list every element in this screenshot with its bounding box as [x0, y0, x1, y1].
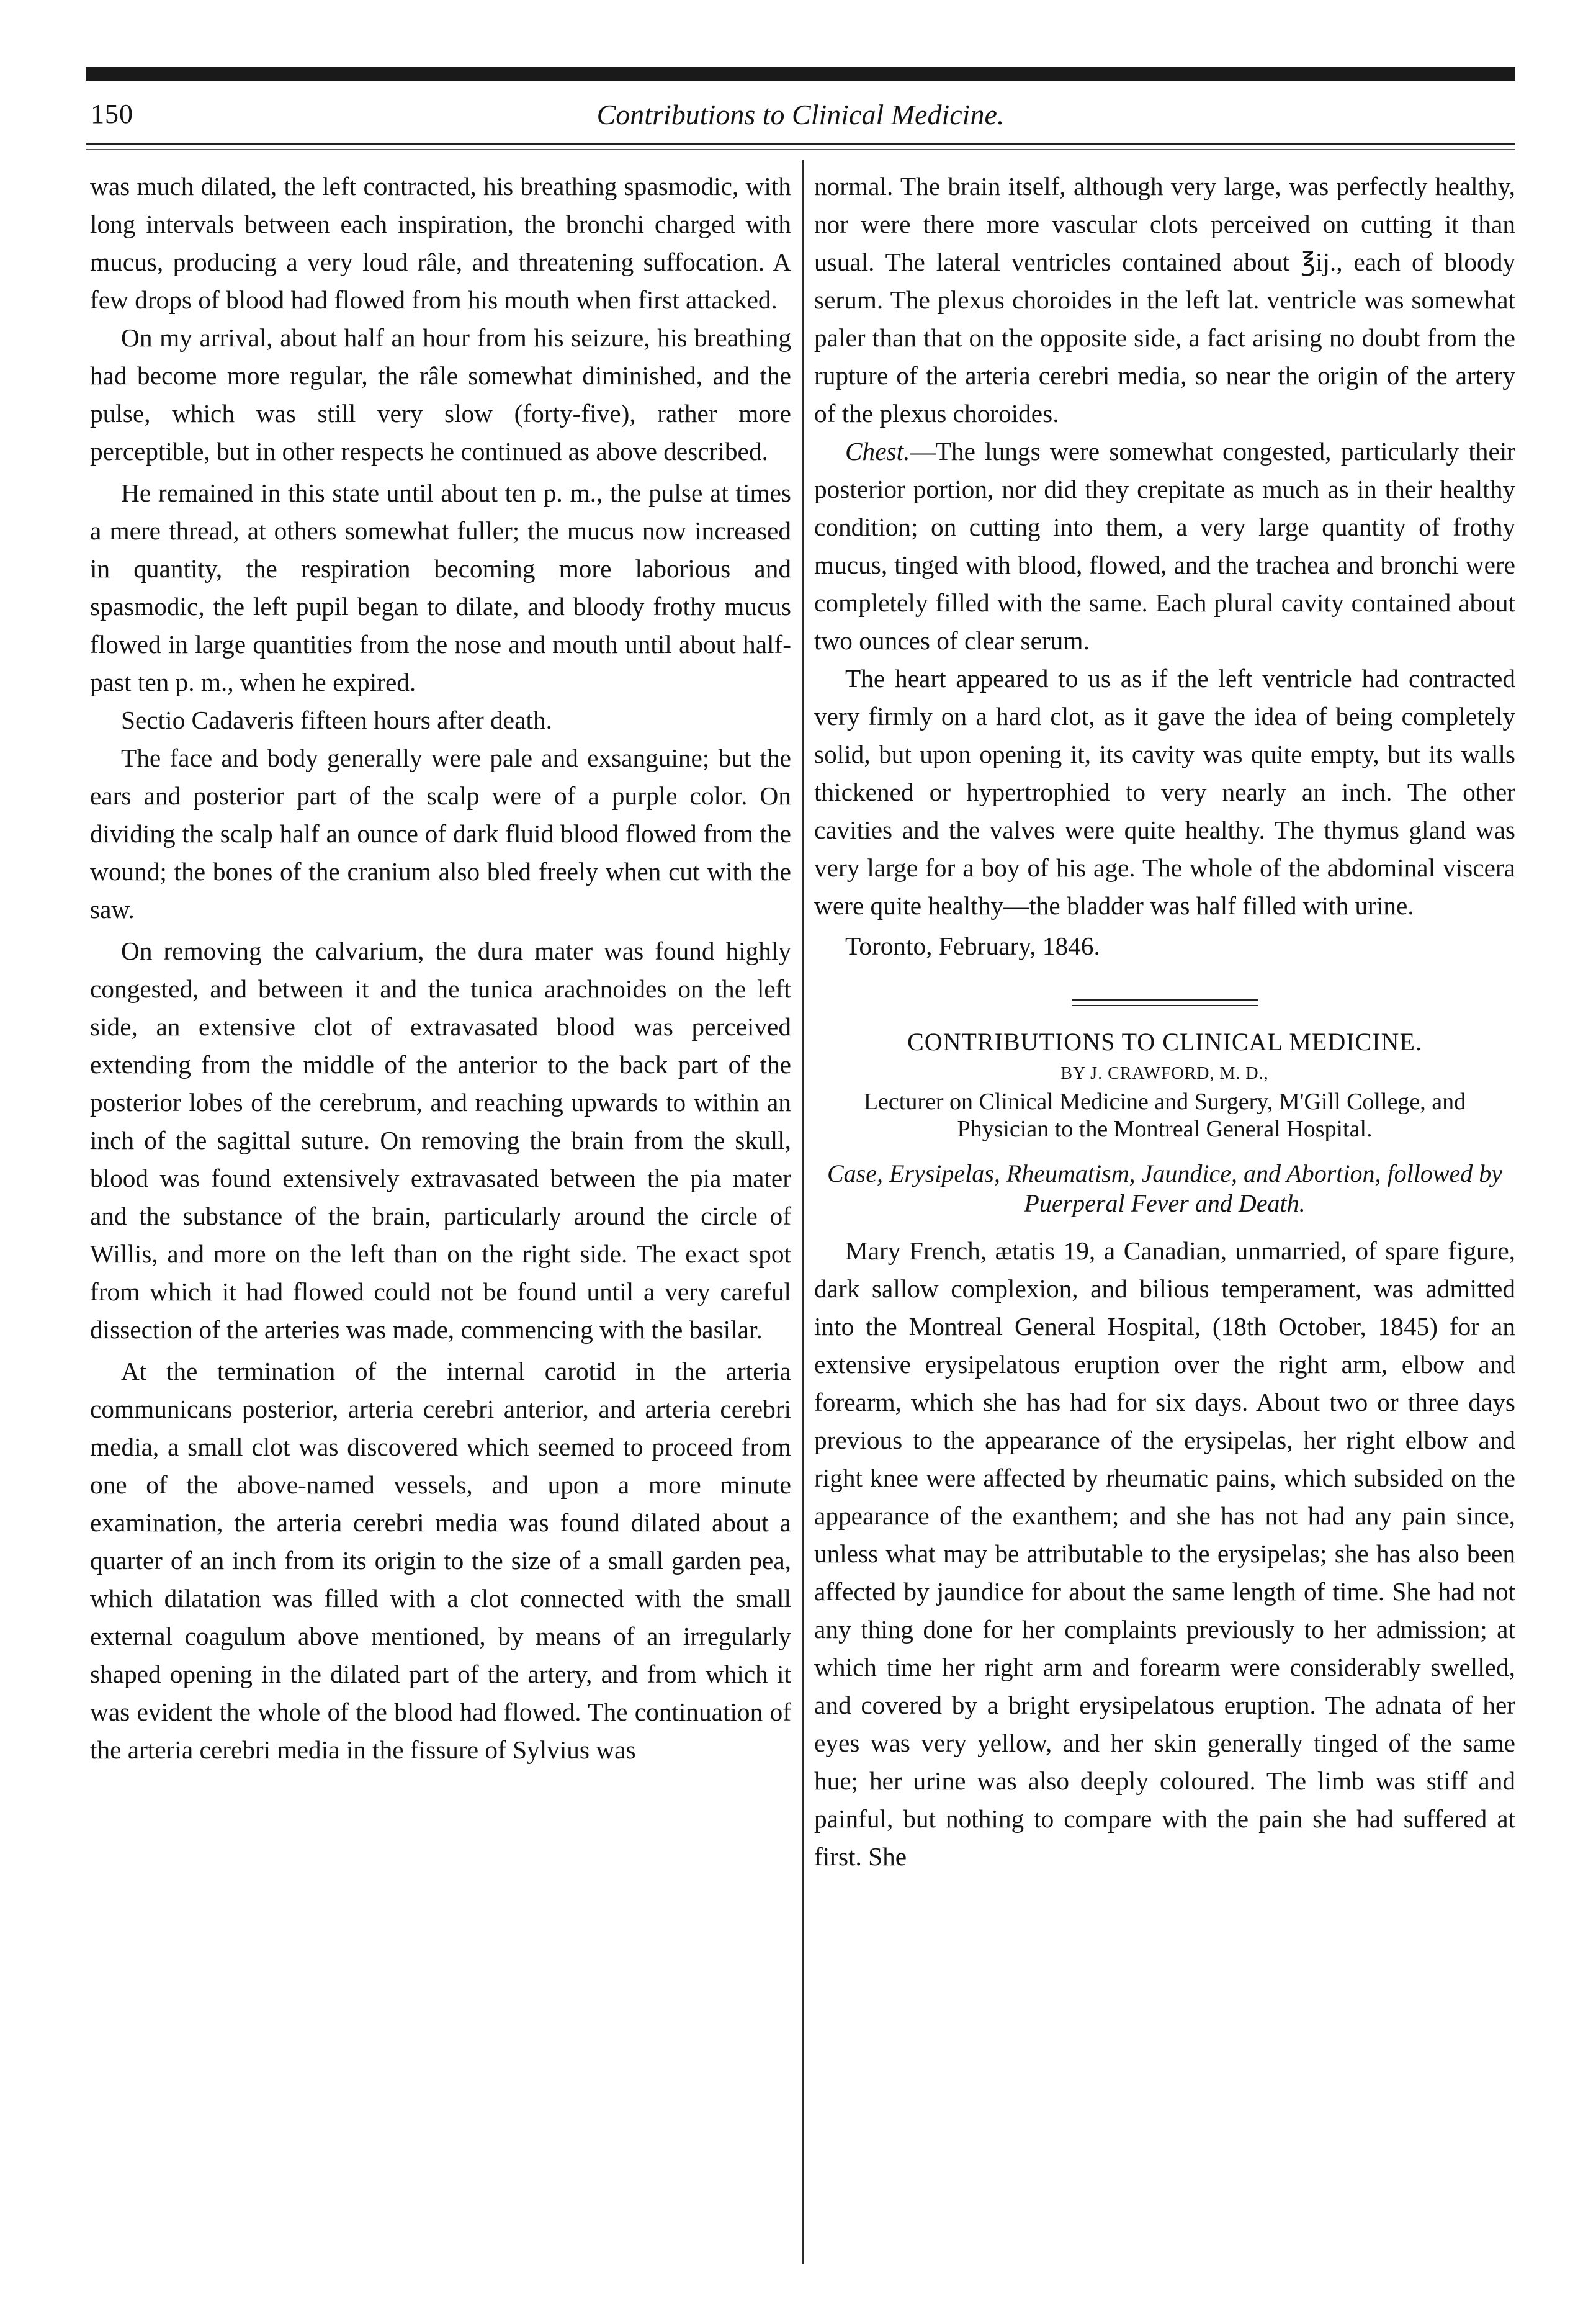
left-column: [90, 168, 791, 2259]
paragraph: The face and body generally were pale and exsanguine; but the ears and posterior part of the scalp were of a purple color. On dividing the scalp half an ounce of dark fluid blood flowed from the wound; the bones of the cranium also bled freely when cut with the saw.: [90, 744, 791, 924]
chest-text: —The lungs were somewhat congested, particularly their posterior portion, nor did they crepitate as much as in their healthy condition; on cutting into them, a very large quantity of frothy mucus, tinged with blood, flowed, and the trachea and bronchi were completely filled with the same. Each plural cavity contained about two ounces of clear serum.: [814, 437, 1515, 655]
article-author: BY J. CRAWFORD, M. D.,: [1060, 1064, 1269, 1083]
paragraph: He remained in this state until about ten p. m., the pulse at times a mere thread, at others somewhat fuller; the mucus now increased in quantity, the respiration becoming more laborious and spasmodic, the left pupil began to dilate, and bloody frothy mucus flowed in large quantities from the nose and mouth until about half-past ten p. m., when he expired.: [90, 479, 791, 696]
section-divider: [1072, 999, 1258, 1006]
case-title: Case, Erysipelas, Rheumatism, Jaundice, and Abortion, followed by Puerperal Fever and Death.: [827, 1159, 1503, 1217]
page-number: 150: [91, 99, 133, 129]
case-body: Mary French, ætatis 19, a Canadian, unmarried, of spare figure, dark sallow complexion, and bilious temperament, was admitted into the Montreal General Hospital, (18th October, 1845) for an extensive erysipelatous eruption over the right arm, elbow and forearm, which she has had for six days. About two or three days previous to the appearance of the erysipelas, her right elbow and right knee were affected by rheumatic pains, which subsided on the appearance of the exanthem; and she has not had any pain since, unless what may be attributable to the erysipelas; she has also been affected by jaundice for about the same length of time. She had not any thing done for her complaints previously to her admission; at which time her right arm and forearm were considerably swelled, and covered by a bright erysipelatous eruption. The adnata of her eyes was very yellow, and her skin generally tinged of the same hue; her urine was also deeply coloured. The limb was stiff and painful, but nothing to compare with the pain she had suffered at first. She: [814, 1236, 1515, 1871]
running-head: Contributions to Clinical Medicine.: [596, 99, 1005, 130]
header-rule-thin: [86, 149, 1515, 150]
heart-paragraph: The heart appeared to us as if the left ventricle had contracted very firmly on a hard clot, as it gave the idea of being completely solid, but upon opening it, its cavity was quite empty, but its walls thickened or hypertrophied to very nearly an inch. The other cavities and the valves were quite healthy. The thymus gland was very large for a boy of his age. The whole of the abdominal viscera were quite healthy—the bladder was half filled with urine.: [814, 664, 1515, 920]
paragraph: normal. The brain itself, although very large, was perfectly healthy, nor were there more vascular clots perceived on cutting it than usual. The lateral ventricles contained about ℥ij., each of bloody serum. The plexus choroides in the left lat. ventricle was somewhat paler than that on the opposite side, a fact arising no doubt from the rupture of the arteria cerebri media, so near the origin of the artery of the plexus choroides.: [814, 172, 1515, 428]
paragraph: was much dilated, the left contracted, his breathing spasmodic, with long intervals between each inspiration, the bronchi charged with mucus, producing a very loud râle, and threatening suffocation. A few drops of blood had flowed from his mouth when first attacked.: [90, 172, 791, 314]
chest-paragraph: [814, 433, 1515, 660]
page-header: [86, 93, 1515, 137]
paragraph: At the termination of the internal carotid in the arteria communicans posterior, arteria cerebri anterior, and arteria cerebri media, a small clot was discovered which seemed to proceed from one of the above-named vessels, and upon a more minute examination, the arteria cerebri media was found dilated about a quarter of an inch from its origin to the size of a small garden pea, which dilatation was filled with a clot connected with the small external coagulum above mentioned, by means of an irregularly shaped opening in the dilated part of the artery, and from which it was evident the whole of the blood had flowed. The continuation of the arteria cerebri media in the fissure of Sylvius was: [90, 1357, 791, 1764]
paragraph: On removing the calvarium, the dura mater was found highly congested, and between it and the tunica arachnoides on the left side, an extensive clot of extravasated blood was perceived extending from the middle of the anterior to the back part of the posterior lobes of the cerebrum, and reaching upwards to within an inch of the sagittal suture. On removing the brain from the skull, blood was found extensively extravasated between the pia mater and the substance of the brain, particularly around the circle of Willis, and more on the left than on the right side. The exact spot from which it had flowed could not be found until a very careful dissection of the arteries was made, commencing with the basilar.: [90, 937, 791, 1344]
right-column: [814, 168, 1515, 2259]
column-divider: [802, 160, 804, 2264]
chest-lead: Chest.: [845, 437, 910, 466]
place-date: Toronto, February, 1846.: [845, 932, 1100, 960]
author-affiliation: Lecturer on Clinical Medicine and Surgery, M'Gill College, and Physician to the Montreal General Hospital.: [863, 1089, 1466, 1142]
top-border-rule: [86, 67, 1515, 81]
sectio-cadaveris-heading: Sectio Cadaveris fifteen hours after death.: [121, 706, 552, 734]
paragraph: On my arrival, about half an hour from his seizure, his breathing had become more regular, the râle somewhat diminished, and the pulse, which was still very slow (forty-five), rather more perceptible, but in other respects he continued as above described.: [90, 323, 791, 466]
header-rule: [86, 143, 1515, 145]
article-title: CONTRIBUTIONS TO CLINICAL MEDICINE.: [907, 1028, 1422, 1056]
